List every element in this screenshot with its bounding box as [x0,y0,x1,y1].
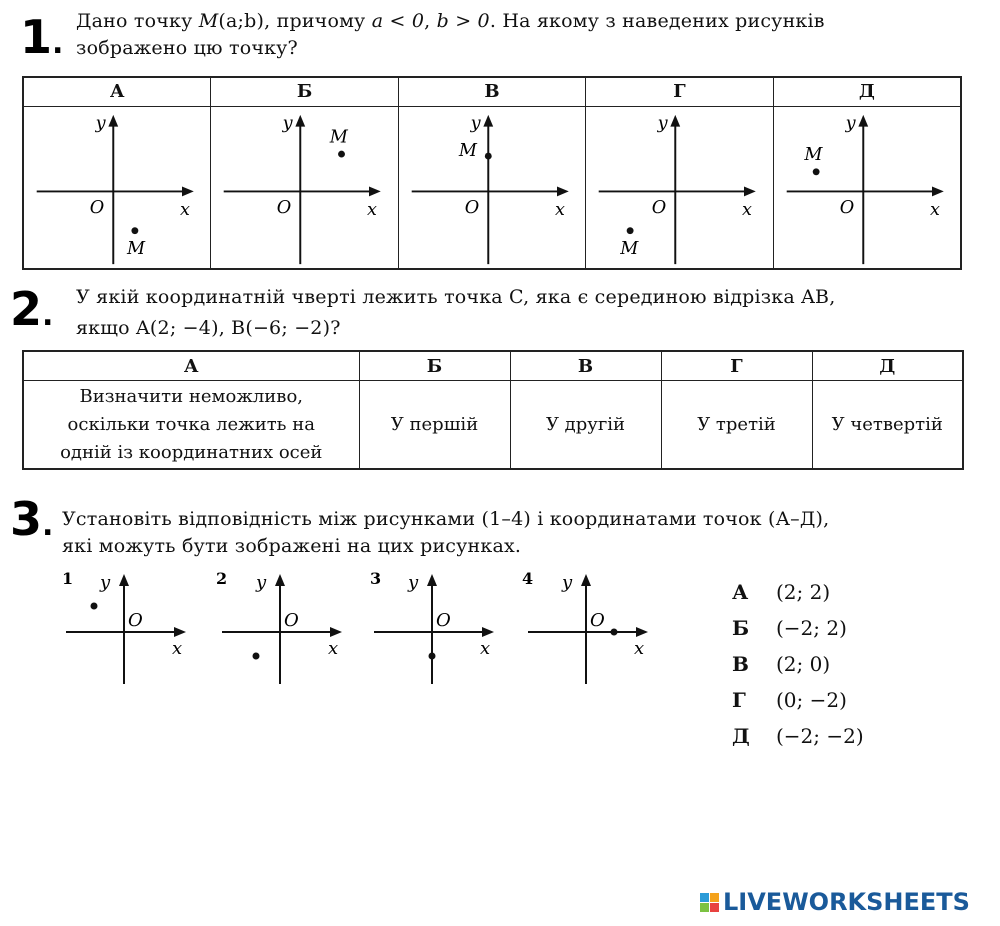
answer-letter: Д [732,724,750,748]
point [253,653,260,660]
answer-d[interactable]: У четвертій [812,381,963,470]
question-1-text [76,8,976,62]
list-item[interactable] [732,646,864,682]
question-3-line-1: Установіть відповідність між рисунками (1–4) і координатами точок (А–Д), [62,508,830,530]
point-m [812,168,819,175]
q3-figure-2 [216,568,356,688]
question-2-line-1: У якій координатній чверті лежить точка C, яка є серединою відрізка AB, [76,286,836,308]
origin-label: O [839,198,854,219]
q3-figure-1 [60,568,200,688]
x-axis-label: x [742,199,753,220]
point-m [627,227,634,234]
origin-label: O [436,610,451,631]
figure-number: 1 [62,569,74,588]
question-3-line-2: які можуть бути зображені на цих рисунках. [62,535,522,557]
x-axis-label: x [480,638,491,659]
answer-coords: (2; 0) [776,652,831,676]
point [91,603,98,610]
answer-letter: Г [732,688,746,712]
question-2-line-2: якщо A(2; −4), B(−6; −2)? [76,317,341,339]
logo-square-icon [700,903,709,912]
point-m-label: M [330,127,349,148]
answer-coords: (2; 2) [776,580,831,604]
y-axis-label: y [283,113,293,134]
origin-label: O [89,198,105,219]
header-g: Г [661,351,812,381]
q3-answer-list [732,574,864,754]
x-axis-label: x [634,638,645,659]
point-m [485,153,492,160]
y-axis-label: y [100,572,111,593]
origin-label: O [464,198,480,219]
answer-coords: (−2; −2) [776,724,864,748]
y-axis-label: y [562,572,573,593]
answer-a[interactable]: Визначити неможливо, оскільки точка лежить на одній із координатних осей [23,381,359,470]
question-2-text [76,284,976,342]
point [429,653,436,660]
x-axis-label: x [328,638,339,659]
answer-coords: (−2; 2) [776,616,847,640]
list-item[interactable] [732,718,864,754]
list-item[interactable] [732,574,864,610]
question-number-3: 3. [10,492,54,546]
origin-label: O [284,610,299,631]
figure-number: 3 [370,569,382,588]
q1-option-g-label: Г [586,78,772,107]
q1-option-v-label: В [399,78,585,107]
question-1-options-grid [22,76,962,270]
x-axis-label: x [554,199,565,220]
q1-option-b-label: Б [211,78,397,107]
origin-label: O [128,610,143,631]
question-1-line-2: зображено цю точку? [76,37,298,59]
answer-v[interactable]: У другій [510,381,661,470]
table-header-row [23,351,963,381]
logo-text: LIVEWORKSHEETS [723,888,970,916]
y-axis-label: y [256,572,267,593]
y-axis-label: y [845,113,856,134]
origin-label: O [590,610,605,631]
x-axis-label: x [180,199,191,220]
table-row [23,381,963,470]
point-m-label: M [803,145,823,166]
logo-square-icon [710,893,719,902]
logo-mark-icon [700,893,719,912]
list-item[interactable] [732,610,864,646]
x-axis-label: x [367,199,378,220]
question-1-line-1: Дано точку M(a;b), причому a < 0, b > 0. На якому з наведених рисунків [76,10,825,32]
x-axis-label: x [929,199,940,220]
q1-option-g[interactable] [586,78,773,268]
q1-option-d[interactable] [774,78,960,268]
point [611,629,618,636]
y-axis-label: y [470,113,481,134]
q1-option-d-label: Д [774,78,960,107]
q1-option-a-label: А [24,78,210,107]
q1-option-a-plot [24,107,210,268]
liveworksheets-logo [700,888,970,916]
point-m-label: M [620,239,639,260]
q1-option-d-plot [774,107,960,268]
question-number-1: 1. [20,10,64,64]
question-3-text [62,506,982,560]
answer-g[interactable]: У третій [661,381,812,470]
answer-b[interactable]: У першій [359,381,510,470]
point-m [131,227,138,234]
point-m-label: M [127,239,146,260]
origin-label: O [651,198,667,219]
q3-figure-4 [522,568,662,688]
q1-option-v-plot [399,107,585,268]
y-axis-label: y [408,572,419,593]
q1-option-a[interactable] [24,78,211,268]
logo-square-icon [700,893,709,902]
y-axis-label: y [657,113,668,134]
answer-letter: В [732,652,749,676]
y-axis-label: y [95,113,106,134]
q1-option-b[interactable] [211,78,398,268]
q1-option-g-plot [586,107,772,268]
list-item[interactable] [732,682,864,718]
q1-option-v[interactable] [399,78,586,268]
q1-option-b-plot [211,107,397,268]
question-2-answer-table [22,350,964,470]
header-b: Б [359,351,510,381]
figure-number: 2 [216,569,228,588]
origin-label: O [277,198,292,219]
figure-number: 4 [522,569,534,588]
header-d: Д [812,351,963,381]
answer-letter: Б [732,616,750,640]
logo-square-icon [710,903,719,912]
answer-letter: А [732,580,749,604]
header-a: А [23,351,359,381]
q3-figure-3 [368,568,508,688]
answer-coords: (0; −2) [776,688,847,712]
point-m [338,151,345,158]
question-number-2: 2. [10,282,54,336]
header-v: В [510,351,661,381]
point-m-label: M [458,141,477,162]
x-axis-label: x [172,638,183,659]
